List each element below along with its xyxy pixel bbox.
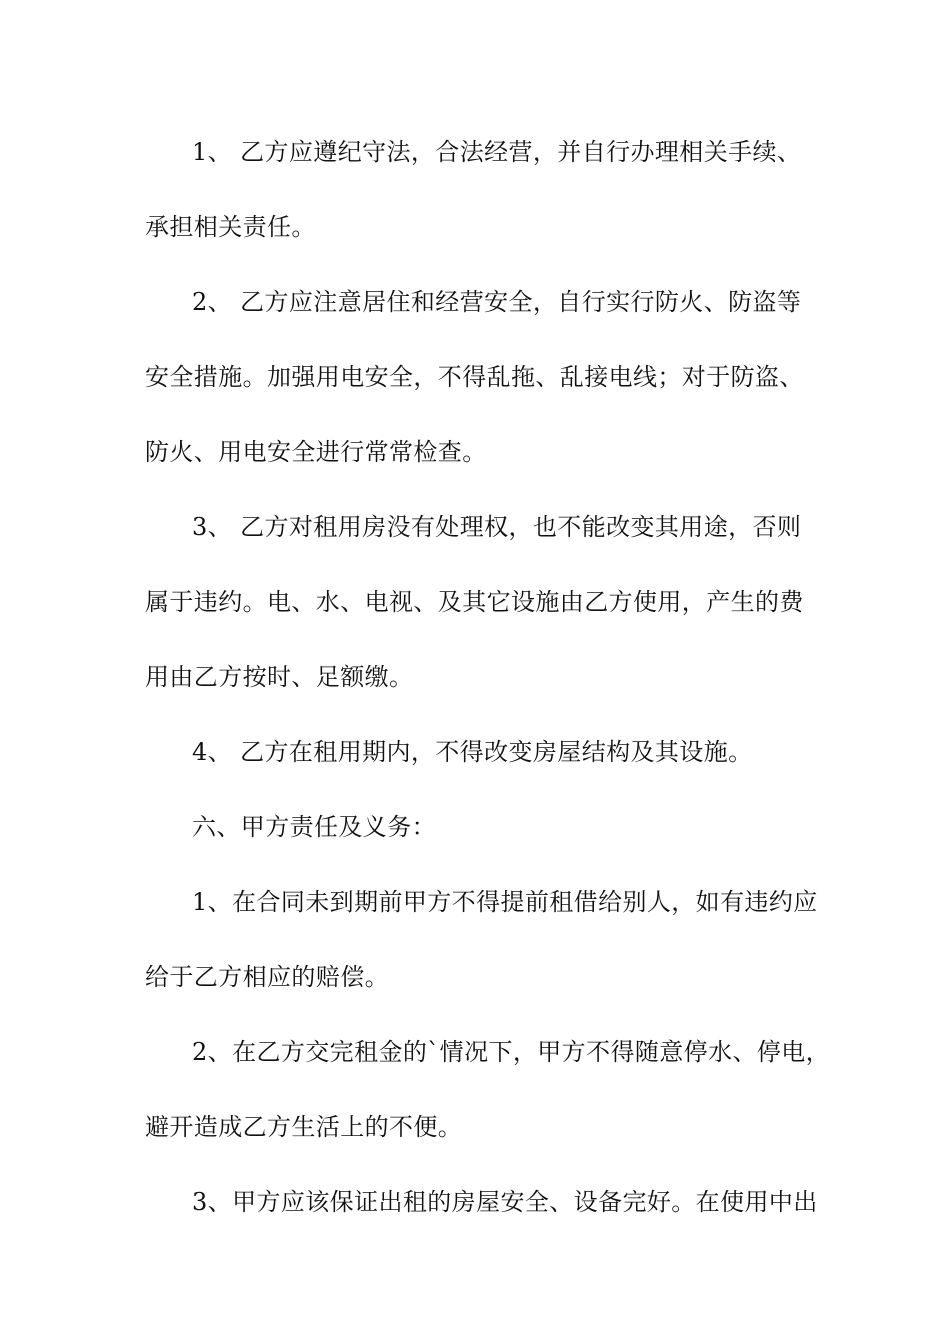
paragraph-line: 2、 乙方应注意居住和经营安全，自行实行防火、防盗等 xyxy=(192,288,802,316)
paragraph-line: 给于乙方相应的赔偿。 xyxy=(145,963,389,991)
paragraph-line: 2、在乙方交完租金的`情况下，甲方不得随意停水、停电， xyxy=(192,1038,831,1066)
paragraph-line: 1、 乙方应遵纪守法，合法经营，并自行办理相关手续、 xyxy=(192,138,802,166)
section-heading: 六、甲方责任及义务： xyxy=(192,813,436,841)
paragraph-line: 防火、用电安全进行常常检查。 xyxy=(145,438,487,466)
paragraph-line: 3、甲方应该保证出租的房屋安全、设备完好。在使用中出 xyxy=(192,1188,818,1216)
paragraph-line: 避开造成乙方生活上的不便。 xyxy=(145,1113,463,1141)
paragraph-line: 安全措施。加强用电安全，不得乱拖、乱接电线；对于防盗、 xyxy=(145,363,804,391)
paragraph-line: 4、 乙方在租用期内，不得改变房屋结构及其设施。 xyxy=(192,738,753,766)
paragraph-line: 3、 乙方对租用房没有处理权，也不能改变其用途，否则 xyxy=(192,513,802,541)
paragraph-line: 属于违约。电、水、电视、及其它设施由乙方使用，产生的费 xyxy=(145,588,804,616)
paragraph-line: 1、在合同未到期前甲方不得提前租借给别人，如有违约应 xyxy=(192,888,818,916)
paragraph-line: 承担相关责任。 xyxy=(145,213,316,241)
paragraph-line: 用由乙方按时、足额缴。 xyxy=(145,663,414,691)
